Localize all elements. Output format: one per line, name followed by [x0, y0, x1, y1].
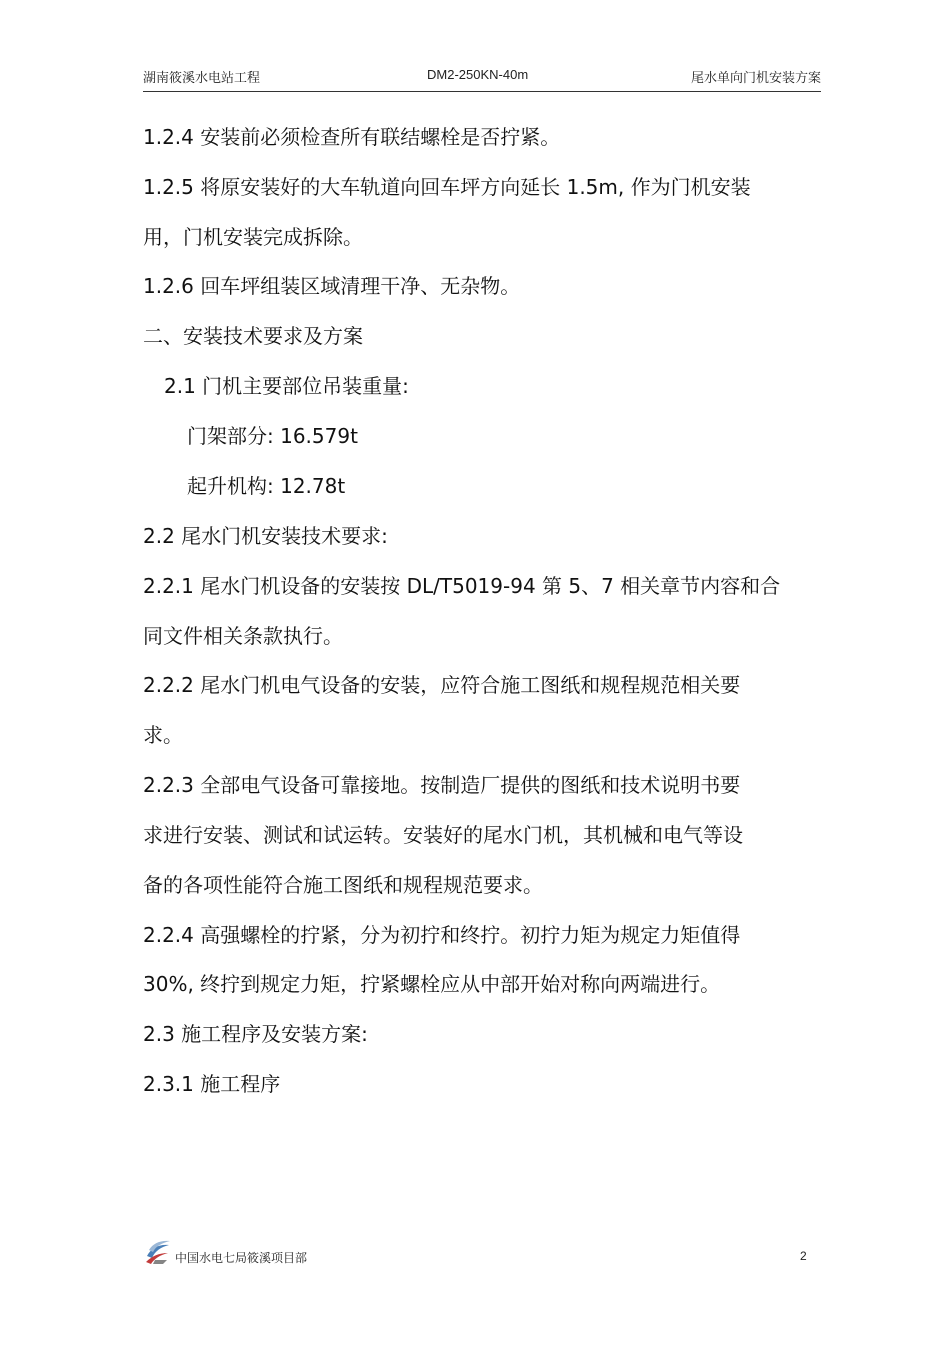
page-header [143, 67, 821, 85]
paragraph-2-2-2-line-1: 2.2.2 尾水门机电气设备的安装，应符合施工图纸和规程规范相关要 [143, 673, 741, 697]
subsection-2-1: 2.1 门机主要部位吊装重量: [164, 374, 409, 398]
header-document-title: 尾水单向门机安装方案 [690, 71, 821, 86]
paragraph-2-2-3-line-2: 求进行安装、测试和试运转。安装好的尾水门机，其机械和电气等设 [143, 823, 743, 847]
footer-organization: 中国水电七局筱溪项目部 [175, 1251, 308, 1265]
paragraph-2-2-3-line-3: 备的各项性能符合施工图纸和规程规范要求。 [143, 873, 543, 897]
subsection-2-3: 2.3 施工程序及安装方案: [143, 1022, 368, 1046]
paragraph-2-2-1-line-1: 2.2.1 尾水门机设备的安装按 DL/T5019-94 第 5、7 相关章节内容和合 [143, 574, 781, 598]
page-number: 2 [800, 1249, 807, 1263]
paragraph-1-2-5-line-2: 用，门机安装完成拆除。 [143, 225, 363, 249]
paragraph-2-2-3-line-1: 2.2.3 全部电气设备可靠接地。按制造厂提供的图纸和技术说明书要 [143, 773, 741, 797]
header-project-name: 湖南筱溪水电站工程 [143, 71, 261, 86]
subsection-2-3-1: 2.3.1 施工程序 [143, 1072, 281, 1096]
header-divider [143, 91, 821, 92]
weight-hoist: 起升机构: 12.78t [187, 474, 346, 498]
paragraph-2-2-2-line-2: 求。 [143, 723, 183, 747]
paragraph-2-2-4-line-1: 2.2.4 高强螺栓的拧紧，分为初拧和终拧。初拧力矩为规定力矩值得 [143, 923, 741, 947]
paragraph-2-2-1-line-2: 同文件相关条款执行。 [143, 624, 343, 648]
subsection-2-2: 2.2 尾水门机安装技术要求: [143, 524, 388, 548]
weight-gantry: 门架部分: 16.579t [187, 424, 358, 448]
paragraph-1-2-6: 1.2.6 回车坪组装区域清理干净、无杂物。 [143, 274, 521, 298]
paragraph-2-2-4-line-2: 30%, 终拧到规定力矩，拧紧螺栓应从中部开始对称向两端进行。 [143, 972, 721, 996]
paragraph-1-2-4: 1.2.4 安装前必须检查所有联结螺栓是否拧紧。 [143, 125, 561, 149]
sinohydro-logo-icon [143, 1236, 173, 1266]
section-heading-2: 二、安装技术要求及方案 [143, 324, 363, 348]
paragraph-1-2-5-line-1: 1.2.5 将原安装好的大车轨道向回车坪方向延长 1.5m, 作为门机安装 [143, 175, 751, 199]
header-equipment-model: DM2-250KN-40m [427, 67, 529, 82]
